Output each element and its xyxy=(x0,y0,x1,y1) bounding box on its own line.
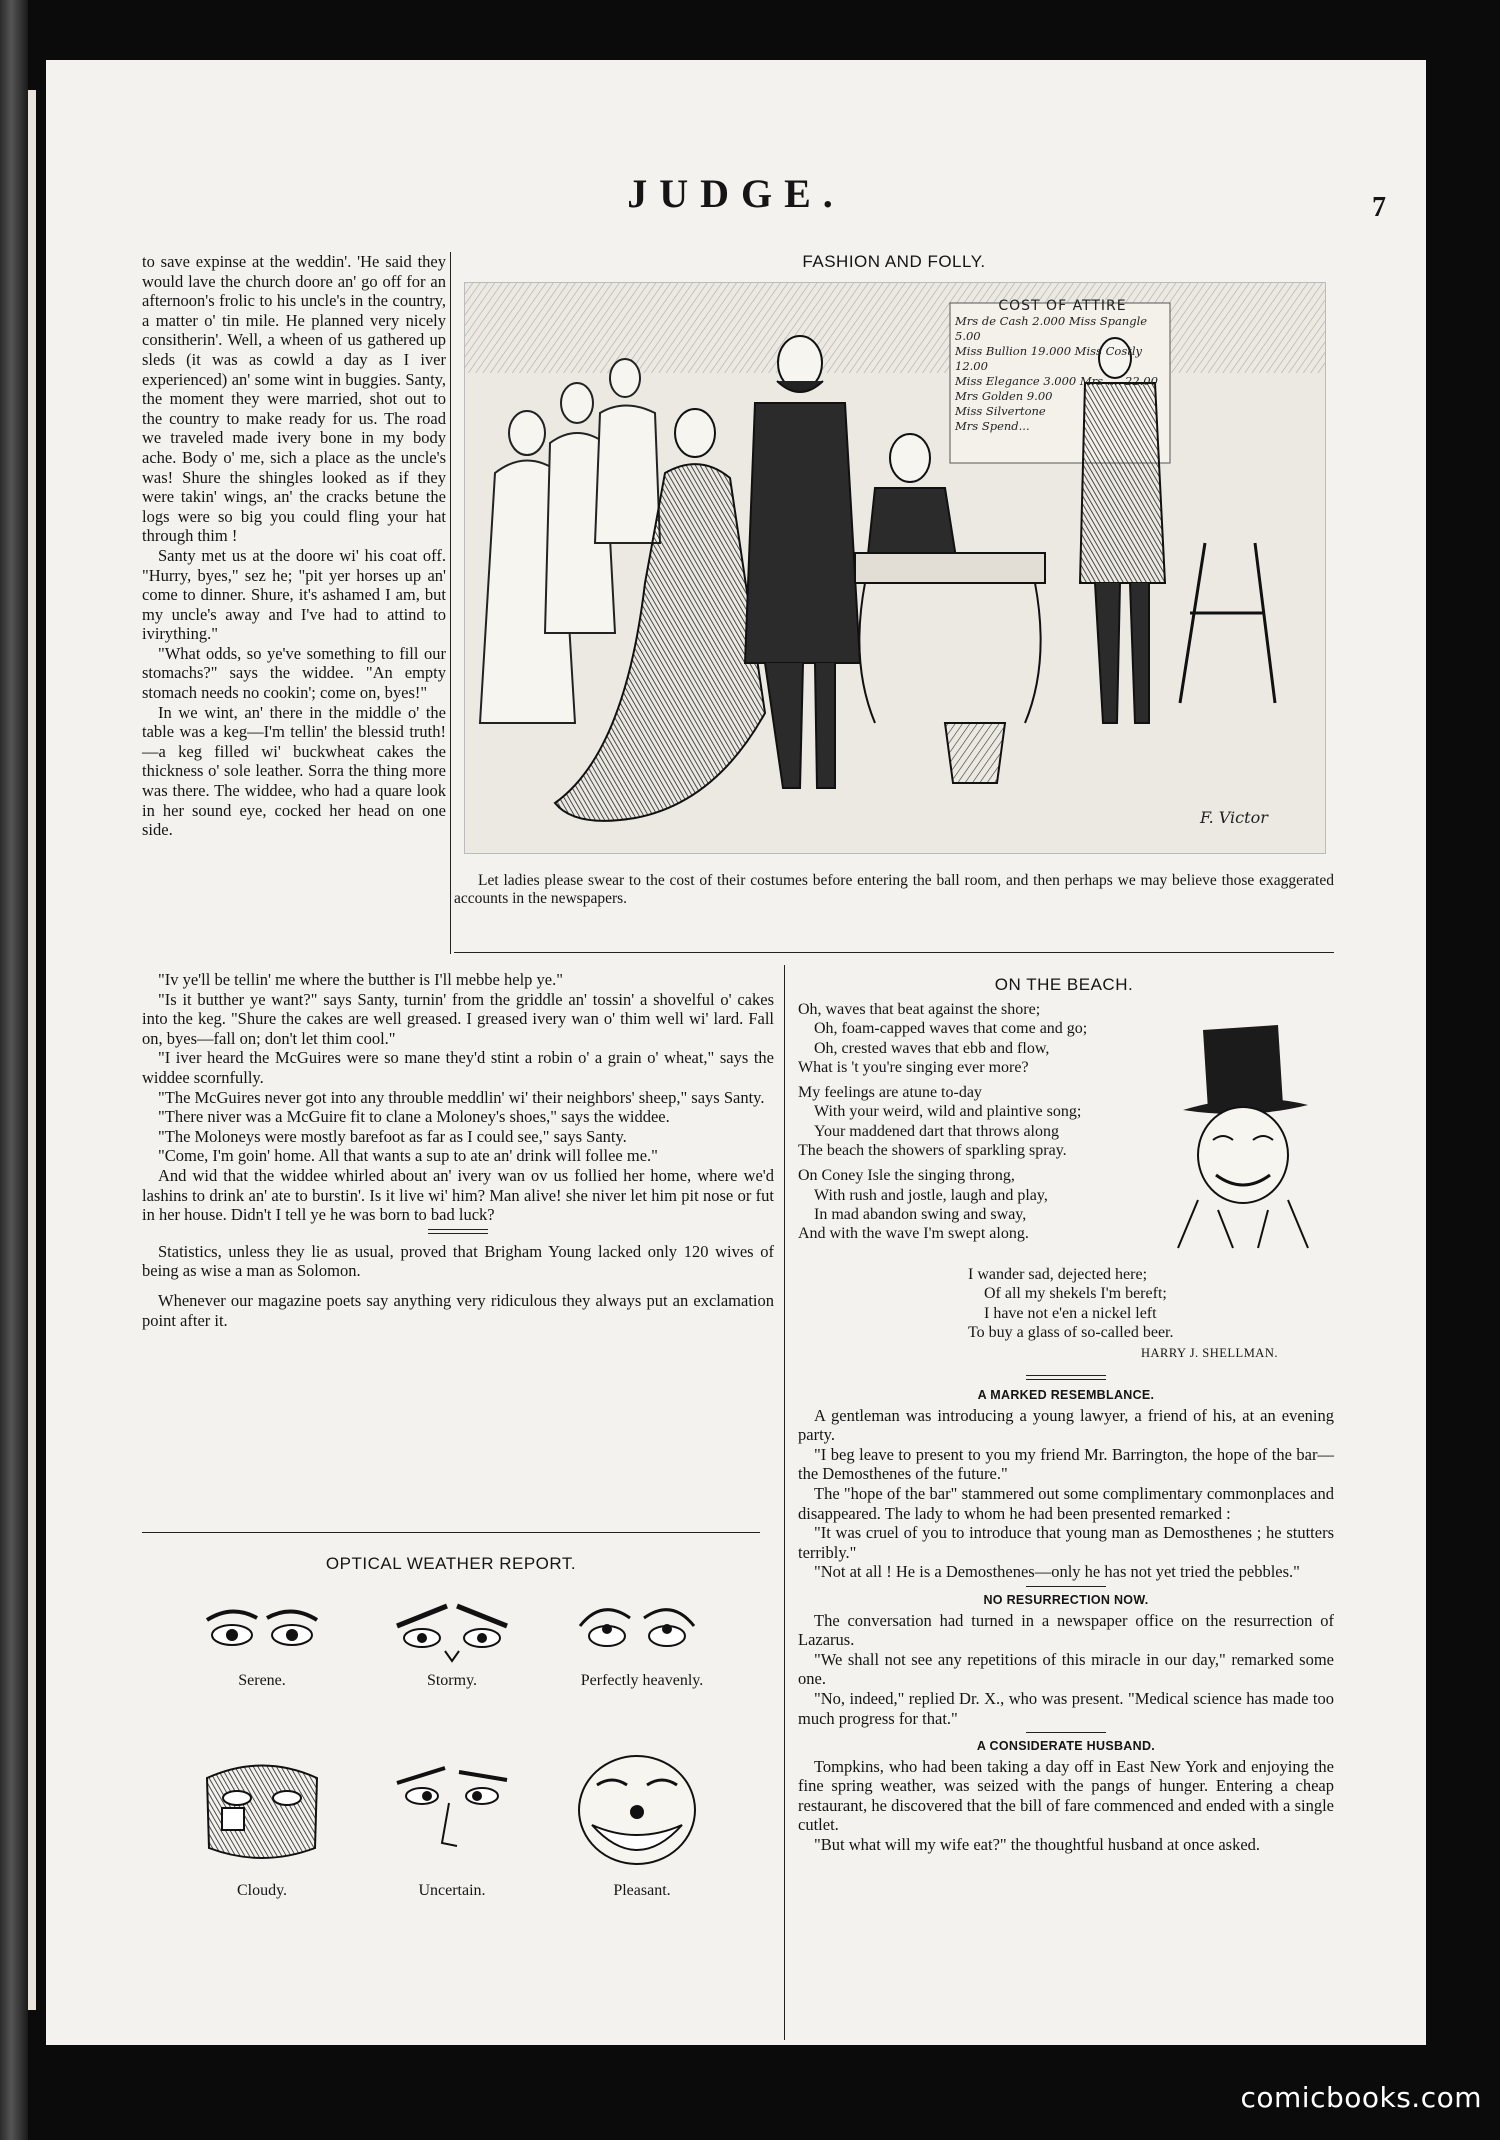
story-paragraph: to save expinse at the weddin'. 'He said they would lave the church doore an' go off for an afternoon's frolic to his uncle's in the country, a matter o' tin mile. He planned very nicely consitherin'. Well, a wheen of us gathered up sleds (it was as cowld a day as I iver experienced) an' some wint in buggies. Santy, the moment they were married, shot out to the country to make ready for us. The road we traveled made ivery bone in my body ache. Body o' me, sich a place as the uncle's was! Shure the shingles looked as if they were takin' wings, an' the cracks betune the logs were so big you could fling your hat through thim ! xyxy=(142,252,446,546)
poem-line: To buy a glass of so-called beer. xyxy=(968,1323,1174,1341)
item-paragraph: "I beg leave to present to you my friend Mr. Barrington, the hope of the bar—the Demosthenes of the future." xyxy=(798,1444,1334,1484)
top-hat-man-illustration xyxy=(1158,1020,1333,1250)
cloudy-face-icon xyxy=(197,1758,327,1868)
face-caption: Serene. xyxy=(238,1672,286,1689)
poem-line: With rush and jostle, laugh and play, xyxy=(814,1186,1048,1204)
column-divider xyxy=(450,252,455,954)
item-paragraph: "Not at all ! He is a Demosthenes—only he has not yet tried the pebbles." xyxy=(814,1562,1300,1582)
board-line: Miss Silvertone xyxy=(955,404,1046,418)
poem-line: Oh, waves that beat against the shore; xyxy=(798,1001,1041,1018)
uncertain-face-icon xyxy=(387,1758,517,1868)
masthead: JUDGE. xyxy=(627,171,845,216)
poem-line: I wander sad, dejected here; xyxy=(968,1266,1148,1283)
poem-author: HARRY J. SHELLMAN. xyxy=(1140,1346,1278,1361)
page-number: 7 xyxy=(1372,192,1386,223)
story-paragraph: In we wint, an' there in the middle o' the table was a keg—I'm tellin' the blessid truth!—a keg filled wi' buckwheat cakes the thickness o' sole leather. Sorra the thing more was there. The widdee, who had a quare look in her sound eye, cocked her head on one side. xyxy=(142,702,446,840)
cost-of-attire-board xyxy=(955,299,1170,434)
heavenly-eyes-icon xyxy=(572,1596,702,1666)
face-caption: Stormy. xyxy=(426,1672,478,1689)
poem-line: The beach the showers of sparkling spray. xyxy=(798,1142,1067,1160)
poem-line: I have not e'en a nickel left xyxy=(984,1304,1157,1322)
weather-title: OPTICAL WEATHER REPORT. xyxy=(325,1554,577,1573)
board-line: Miss Elegance 3.000 Mrs .... 22.00 xyxy=(955,374,1158,388)
poem-final-stanza xyxy=(798,1265,1338,1363)
item-paragraph: The "hope of the bar" stammered out some complimentary commonplaces and disappeared. The lady to whom he had been presented remarked : xyxy=(798,1483,1334,1523)
poem-body xyxy=(798,1000,1158,1244)
story-paragraph: "I iver heard the McGuires were so mane they'd stint a robin o' a grain o' wheat," says the widdee scornfully. xyxy=(142,1048,774,1087)
story-paragraph: "Is it butther ye want?" says Santy, turnin' from the griddle an' tossin' a shovelful o' cakes into the keg. "Shure the cakes are well greased. I greased ivery wan o' thim well wi' lard. Fall on, byes—fall on; don't let thim cool." xyxy=(142,989,774,1048)
board-heading: COST OF ATTIRE xyxy=(998,298,1127,314)
item-paragraph: "It was cruel of you to introduce that young man as Demosthenes ; he stutters terribly." xyxy=(798,1523,1334,1562)
item-paragraph: "But what will my wife eat?" the thoughtful husband at once asked. xyxy=(814,1835,1261,1855)
item-heading: A CONSIDERATE HUSBAND. xyxy=(976,1739,1156,1754)
board-line: Mrs de Cash 2.000 Miss Spangle 5.00 xyxy=(955,314,1148,343)
ballroom-scene-image xyxy=(465,283,1325,853)
artist-signature: F. Victor xyxy=(1200,808,1268,827)
binding-spine xyxy=(0,0,28,2140)
board-line: Mrs Spend... xyxy=(955,419,1030,433)
section-rule xyxy=(1026,1732,1106,1733)
poem-line: Oh, foam-capped waves that come and go; xyxy=(814,1020,1088,1038)
face-caption: Uncertain. xyxy=(418,1882,486,1899)
cartoon-title: FASHION AND FOLLY. xyxy=(802,252,986,271)
section-rule xyxy=(428,1229,488,1234)
section-rule xyxy=(1026,1375,1106,1380)
section-rule xyxy=(1026,1586,1106,1587)
poem-line: What is 't you're singing ever more? xyxy=(798,1058,1029,1076)
story-paragraph: And wid that the widdee whirled about an' ivery wan ov us follied her home, where we'd lashins to drink an' ate to burstin'. Is it live wi' him? Man alive! she niver let him pit nose or fut in her house. Didn't I tell ye he was born to bad luck? xyxy=(142,1165,774,1225)
paragraph: Statistics, unless they lie as usual, proved that Brigham Young lacked only 120 wives of being as wise a man as Solomon. xyxy=(142,1241,774,1281)
item-paragraph: A gentleman was introducing a young lawyer, a friend of his, at an evening party. xyxy=(798,1405,1334,1445)
face-caption: Perfectly heavenly. xyxy=(580,1672,704,1689)
story-column-wide xyxy=(142,970,774,1330)
board-line: Miss Bullion 19.000 Miss Costly 12.00 xyxy=(955,344,1143,373)
paragraph: Whenever our magazine poets say anything very ridiculous they always put an exclamation point after it. xyxy=(142,1290,774,1330)
poem-line: In mad abandon swing and sway, xyxy=(814,1205,1027,1223)
poem-line: On Coney Isle the singing throng, xyxy=(798,1167,1015,1185)
poem-line: With your weird, wild and plaintive song; xyxy=(814,1103,1082,1121)
cartoon-caption: Let ladies please swear to the cost of their costumes before entering the ball room, and then perhaps we may believe those exaggerated accounts in the newspapers. xyxy=(454,872,1334,907)
weather-faces-grid xyxy=(142,1590,760,2010)
item-paragraph: Tompkins, who had been taking a day off in East New York and enjoying the fine spring weather, was seized with the pangs of hunger. Entering a cheap restaurant, he discovered that the bill of fare commenced and ended with a single cutlet. xyxy=(798,1756,1334,1835)
poem-line: My feelings are atune to-day xyxy=(798,1084,982,1102)
stormy-eyes-icon xyxy=(387,1596,517,1666)
item-heading: A MARKED RESEMBLANCE. xyxy=(977,1388,1155,1402)
magazine-page xyxy=(46,60,1426,2045)
story-paragraph: Santy met us at the doore wi' his coat off. "Hurry, byes," sez he; "pit yer horses up an' come to dinner. Shure, it's ashamed I am, but my uncle's away and I've had to attind to ivirything." xyxy=(142,545,446,644)
face-caption: Pleasant. xyxy=(613,1882,671,1899)
weather-top-rule xyxy=(142,1532,760,1533)
story-paragraph: "The Moloneys were mostly barefoot as far as I could see," says Santy. xyxy=(158,1126,627,1146)
cartoon-bottom-rule xyxy=(454,952,1334,953)
anecdotes-column xyxy=(798,1375,1334,1855)
poem-line: And with the wave I'm swept along. xyxy=(798,1225,1029,1243)
story-paragraph: "Come, I'm goin' home. All that wants a sup to ate an' drink will follee me." xyxy=(158,1146,658,1166)
item-paragraph: The conversation had turned in a newspaper office on the resurrection of Lazarus. xyxy=(798,1610,1334,1650)
pleasant-face-icon xyxy=(572,1750,702,1870)
cartoon-block xyxy=(454,252,1334,962)
story-column-left xyxy=(142,252,446,840)
board-line: Mrs Golden 9.00 xyxy=(955,389,1053,403)
item-heading: NO RESURRECTION NOW. xyxy=(983,1592,1149,1607)
story-paragraph: "There niver was a McGuire fit to clane a Moloney's shoes," says the widdee. xyxy=(158,1107,670,1127)
serene-eyes-icon xyxy=(197,1600,327,1660)
poem-title: ON THE BEACH. xyxy=(994,975,1134,994)
facing-page-edge xyxy=(28,90,36,2010)
watermark: comicbooks.com xyxy=(1240,2081,1482,2114)
column-divider xyxy=(784,965,785,2040)
item-paragraph: "We shall not see any repetitions of this miracle in our day," remarked some one. xyxy=(798,1649,1334,1689)
story-paragraph: "Iv ye'll be tellin' me where the butther is I'll mebbe help ye." xyxy=(158,970,563,989)
poem-line: Oh, crested waves that ebb and flow, xyxy=(814,1039,1050,1057)
item-paragraph: "No, indeed," replied Dr. X., who was present. "Medical science has made too much progress for that." xyxy=(798,1688,1334,1728)
story-paragraph: "What odds, so ye've something to fill our stomachs?" says the widdee. "An empty stomach needs no cookin'; come on, byes!" xyxy=(142,643,446,703)
cartoon-illustration xyxy=(464,282,1326,854)
poem-line: Your maddened dart that throws along xyxy=(814,1122,1059,1140)
face-caption: Cloudy. xyxy=(236,1882,288,1899)
story-paragraph: "The McGuires never got into any throuble meddlin' wi' their neighbors' sheep," says Santy. xyxy=(158,1087,765,1107)
poem-line: Of all my shekels I'm bereft; xyxy=(984,1285,1167,1303)
